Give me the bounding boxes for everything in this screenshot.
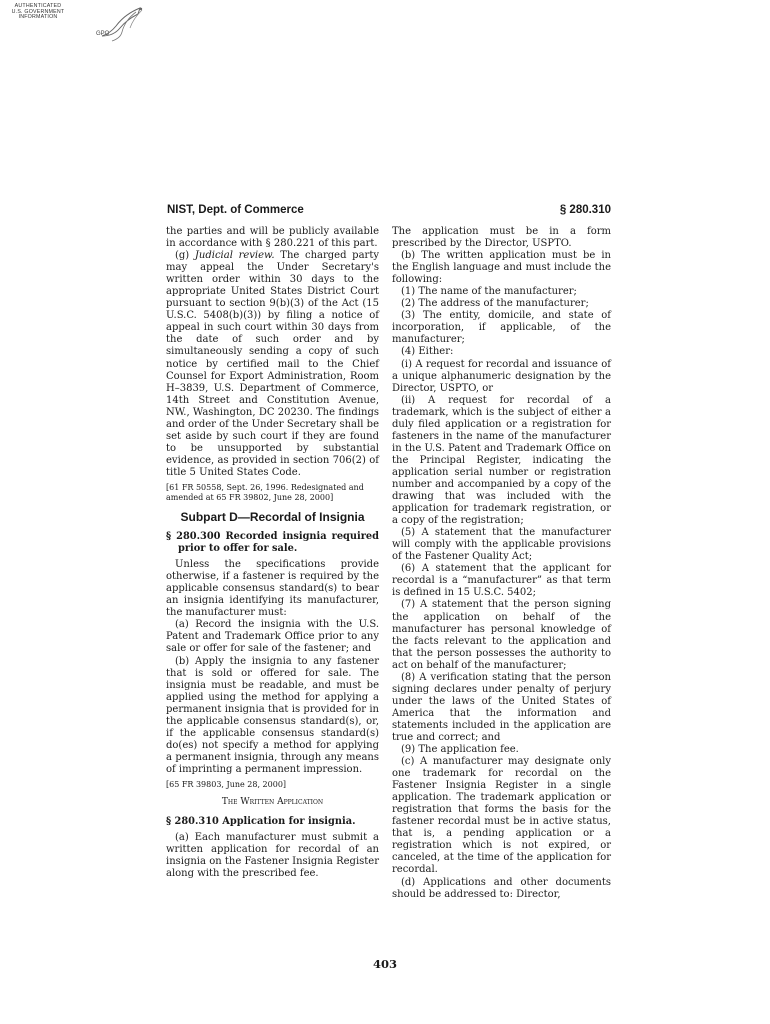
stamp-gpo: GPO	[96, 31, 110, 37]
list-item: (4) Either:	[401, 346, 454, 358]
list-item: (7) A statement that the person signing the application on behalf of the manufacturer has personal knowledge of the facts relevant to the application and that the person possesses the authority to act on behalf of the manufacturer;	[392, 599, 611, 671]
list-item: (1) The name of the manufacturer;	[401, 286, 577, 298]
section-heading: § 280.300 Recorded insignia required prior to offer for sale.	[166, 531, 379, 555]
paragraph: (b) The written application must be in the English language and must include the following:	[392, 250, 611, 286]
paragraph: (a) Each manufacturer must submit a written application for recordal of an insignia on the Fastener Insignia Register along with the prescribed fee.	[166, 832, 379, 880]
list-item: (6) A statement that the applicant for recordal is a “manufacturer” as that term is defined in 15 U.S.C. 5402;	[392, 563, 611, 599]
paragraph-judicial-review	[166, 250, 379, 479]
paragraph-text: The charged party may appeal the Under Secretary's written order within 30 days to the appropriate United States District Court pursuant to section 9(b)(3) of the Act (15 U.S.C. 5408(b)(3)) by filing a notice of appeal in such court within 30 days from the date of such order and by simultaneously sending a copy of such notice by certified mail to the Chief Counsel for Export Administration, Room H–3839, U.S. Department of Commerce, 14th Street and Constitution Avenue, NW., Washington, DC 20230. The findings and order of the Under Secretary shall be set aside by such court if they are found to be unsupported by substantial evidence, as provided in section 706(2) of title 5 United States Code.	[166, 250, 379, 478]
stamp-line: U.S. GOVERNMENT	[11, 8, 65, 15]
paragraph: the parties and will be publicly available in accordance with § 280.221 of this part.	[166, 226, 379, 250]
undesignated-center-heading: The Written Application	[221, 796, 324, 807]
gpo-authentication-stamp	[8, 4, 148, 44]
list-item: (5) A statement that the manufacturer will comply with the applicable provisions of the Fastener Quality Act;	[392, 527, 611, 563]
right-column	[392, 226, 611, 901]
stamp-line: AUTHENTICATED	[14, 3, 62, 9]
stamp-text	[8, 4, 68, 21]
paragraph-label: (g)	[175, 250, 195, 262]
list-item: (8) A verification stating that the person signing declares under penalty of perjury under the laws of the United States of America that the information and statements included in the application are true and correct; and	[392, 671, 611, 743]
subpart-heading: Subpart D—Recordal of Insignia	[180, 509, 365, 524]
running-head-section: § 280.310	[559, 204, 611, 216]
page-number: 403	[372, 957, 397, 971]
left-column	[166, 226, 379, 880]
paragraph: Unless the specifications provide otherwise, if a fastener is required by the applicable consensus standard(s) to bear an insignia identifying its manufacturer, the manufacturer must:	[166, 559, 379, 619]
paragraph: (d) Applications and other documents should be addressed to: Director,	[392, 876, 611, 900]
list-item: (9) The application fee.	[401, 744, 519, 756]
paragraph-heading: Judicial review.	[194, 250, 275, 262]
list-item: (ii) A request for recordal of a trademark, which is the subject of either a duly filed application or a registration for fasteners in the name of the manufacturer in the U.S. Patent and Trademark Office on the Principal Register, indicating the application serial number or registration number and accompanied by a copy of the drawing that was included with the application for trademark registration, or a copy of the registration;	[392, 394, 611, 527]
eagle-icon	[100, 6, 146, 44]
list-item: (i) A request for recordal and issuance of a unique alphanumeric designation by the Director, USPTO, or	[392, 358, 611, 394]
running-head	[167, 204, 611, 220]
paragraph: (b) Apply the insignia to any fastener that is sold or offered for sale. The insignia must be readable, and must be applied using the method for applying a permanent insignia that is provided for in the applicable consensus standard(s), or, if the applicable consensus standard(s) do(es) not specify a method for applying a permanent insignia, through any means of imprinting a permanent impression.	[166, 655, 379, 775]
section-heading: § 280.310 Application for insignia.	[166, 816, 356, 828]
list-item: (2) The address of the manufacturer;	[401, 298, 589, 310]
running-head-agency: NIST, Dept. of Commerce	[167, 204, 304, 216]
source-citation: [65 FR 39803, June 28, 2000]	[166, 779, 287, 789]
source-citation: [61 FR 50558, Sept. 26, 1996. Redesignated and amended at 65 FR 39802, June 28, 2000]	[166, 482, 364, 502]
paragraph: The application must be in a form prescribed by the Director, USPTO.	[392, 226, 611, 250]
list-item: (3) The entity, domicile, and state of incorporation, if applicable, of the manufacturer;	[392, 310, 611, 346]
stamp-line: INFORMATION	[18, 14, 58, 21]
paragraph: (a) Record the insignia with the U.S. Patent and Trademark Office prior to any sale or offer for sale of the fastener; and	[166, 619, 379, 655]
paragraph: (c) A manufacturer may designate only one trademark for recordal on the Fastener Insignia Register in a single application. The trademark application or registration that forms the basis for the fastener recordal must be in active status, that is, a pending application or a registration which is not expired, or canceled, at the time of the application for recordal.	[392, 756, 611, 876]
